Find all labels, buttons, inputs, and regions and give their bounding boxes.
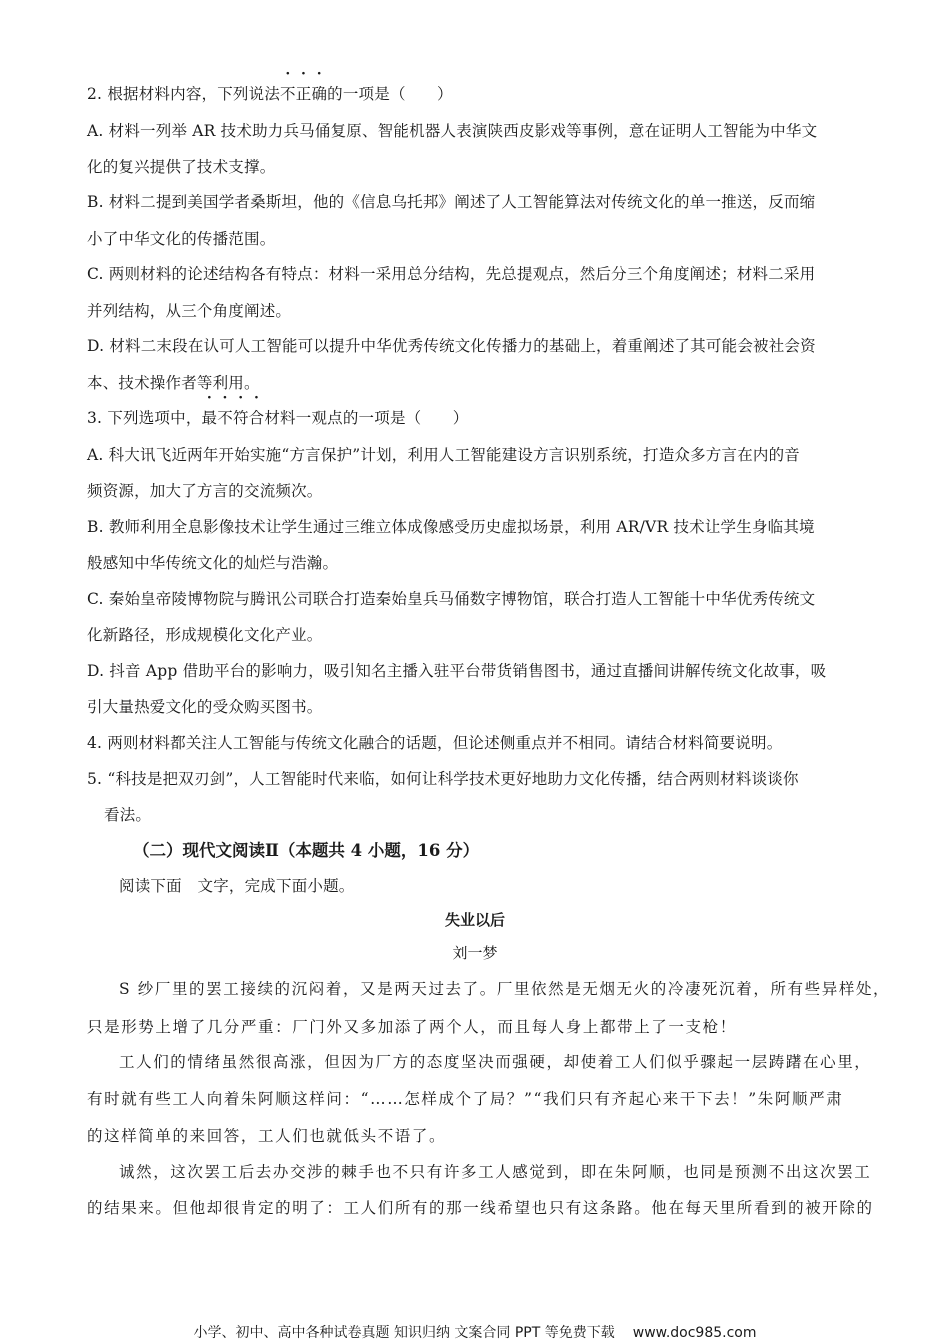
story-paragraph-line: 诚然，这次罢工后去办交涉的棘手也不只有许多工人感觉到，即在朱阿顺，也同是预测不出这次罢工 xyxy=(119,1163,872,1181)
emphasis-char: 合 xyxy=(248,409,265,427)
emphasis-char: 符 xyxy=(232,409,249,427)
q2-option-a-line2: 化的复兴提供了技术支撑。 xyxy=(87,158,276,176)
footer-text: 小学、初中、高中各种试卷真题 知识归纳 文案合同 PPT 等免费下载 xyxy=(193,1325,615,1341)
section-instruction: 阅读下面 文字，完成下面小题。 xyxy=(119,877,355,895)
story-author: 刘一梦 xyxy=(452,944,498,962)
page-footer xyxy=(0,1322,950,1342)
q2-option-b-line2: 小了中华文化的传播范围。 xyxy=(87,230,276,248)
emphasis-char: 确 xyxy=(311,85,328,103)
emphasis-char: 不 xyxy=(217,409,233,427)
q3-option-a-line1: A. 科大讯飞近两年开始实施“方言保护”计划，利用人工智能建设方言识别系统，打造众多方言在内的音 xyxy=(87,446,800,464)
q3-option-d-line2: 引大量热爱文化的受众购买图书。 xyxy=(87,698,323,716)
q3-option-c-line1: C. 秦始皇帝陵博物院与腾讯公司联合打造秦始皇兵马俑数字博物馆，联合打造人工智能十中华优秀传统文 xyxy=(87,590,816,608)
question-5-line2: 看法。 xyxy=(104,806,152,824)
emphasis-char: 正 xyxy=(295,85,312,103)
emphasis-char: 不 xyxy=(280,85,296,103)
section-heading: （二）现代文阅读Ⅱ（本题共 4 小题，16 分） xyxy=(133,841,480,860)
story-paragraph-line: 工人们的情绪虽然很高涨，但因为厂方的态度坚决而强硬，却使着工人们似乎骤起一层踌躇在心里， xyxy=(119,1053,872,1071)
footer-url[interactable]: www.doc985.com xyxy=(632,1325,757,1341)
q3-option-c-line2: 化新路径，形成规模化文化产业。 xyxy=(87,626,323,644)
story-paragraph-line: 有时就有些工人向着朱阿顺这样问：“……怎样成个了局？”“我们只有齐起心来干下去！”朱阿顺严肃 xyxy=(87,1090,844,1108)
question-5-line1: 5. “科技是把双刃剑”，人工智能时代来临，如何让科学技术更好地助力文化传播，结合两则材料谈谈你 xyxy=(87,770,799,788)
story-paragraph-line: 的结果来。但他却很肯定的明了：工人们所有的那一线希望也只有这条路。他在每天里所看到的被开除的 xyxy=(87,1199,874,1217)
question-4: 4. 两则材料都关注人工智能与传统文化融合的话题，但论述侧重点并不相同。请结合材料简要说明。 xyxy=(87,734,783,752)
q3-option-b-line1: B. 教师利用全息影像技术让学生通过三维立体成像感受历史虚拟场景，利用 AR/VR 技术让学生身临其境 xyxy=(87,518,815,536)
q3-option-a-line2: 频资源，加大了方言的交流频次。 xyxy=(87,482,323,500)
story-paragraph-line: S 纱厂里的罢工接续的沉闷着，又是两天过去了。厂里依然是无烟无火的冷凄死沉着，所有些异样处， xyxy=(119,980,891,998)
question-3-stem: 3. 下列选项中，最不符合材料一观点的一项是（ ） xyxy=(87,406,468,428)
q2-option-d-line2: 本、技术操作者等利用。 xyxy=(87,374,260,392)
q3-option-b-line2: 般感知中华传统文化的灿烂与浩瀚。 xyxy=(87,554,339,572)
story-title: 失业以后 xyxy=(444,911,505,929)
q2-option-c-line2: 并列结构，从三个角度阐述。 xyxy=(87,302,292,320)
q2-option-b-line1: B. 材料二提到美国学者桑斯坦，他的《信息乌托邦》阐述了人工智能算法对传统文化的单一推送，反而缩 xyxy=(87,193,816,211)
q2-option-a-line1: A. 材料一列举 AR 技术助力兵马俑复原、智能机器人表演陕西皮影戏等事例，意在证明人工智能为中华文 xyxy=(87,122,818,140)
q2-option-d-line1: D. 材料二末段在认可人工智能可以提升中华优秀传统文化传播力的基础上，着重阐述了其可能会被社会资 xyxy=(87,337,816,355)
q3-option-d-line1: D. 抖音 App 借助平台的影响力，吸引知名主播入驻平台带货销售图书，通过直播间讲解传统文化故事，吸 xyxy=(87,662,827,680)
question-2-stem: 2. 根据材料内容，下列说法不正确的一项是（ ） xyxy=(87,82,453,104)
emphasis-char: 最 xyxy=(201,409,218,427)
q2-option-c-line1: C. 两则材料的论述结构各有特点：材料一采用总分结构，先总提观点，然后分三个角度阐述；材料二采用 xyxy=(87,265,816,283)
story-paragraph-line: 只是形势上增了几分严重：厂门外又多加添了两个人，而且每人身上都带上了一支枪！ xyxy=(87,1018,737,1036)
story-paragraph-line: 的这样简单的来回答，工人们也就低头不语了。 xyxy=(87,1127,447,1145)
